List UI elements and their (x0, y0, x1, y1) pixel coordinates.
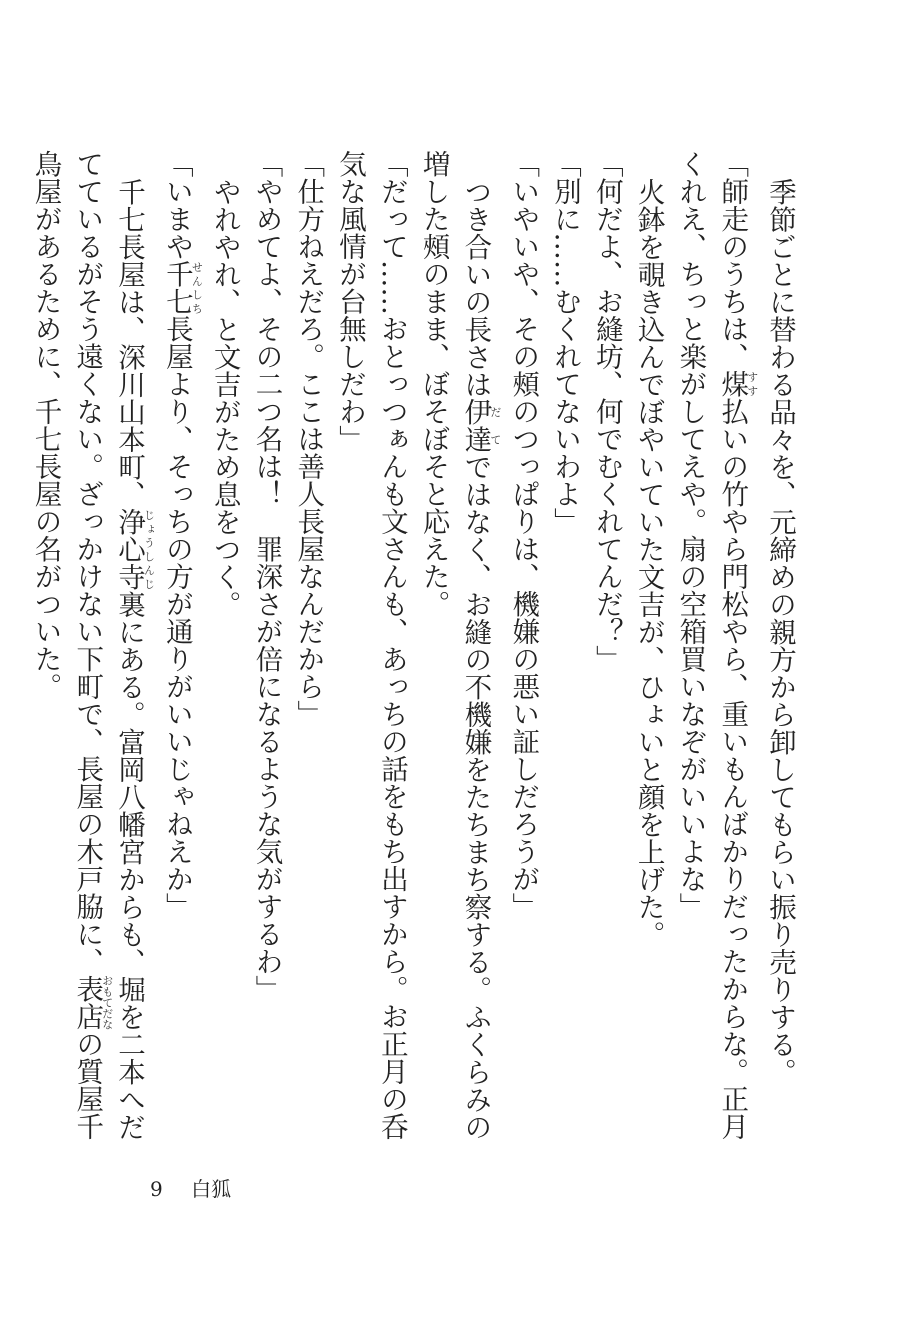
text-run: 千七長屋は、深川山本町、 (113, 177, 146, 508)
ruby-base: 表店 (71, 975, 104, 1030)
paragraph (24, 150, 155, 1160)
ruby-base: 浄心寺 (113, 507, 146, 590)
text-run: 裏にある。富岡八幡宮からも、堀を二本へだてているがそう遠くない。ざっかけない下町で、長屋の木戸脇に、 (71, 150, 146, 1140)
ruby-word (459, 397, 502, 453)
vertical-text-body (29, 150, 800, 1160)
text-run: 「何だよ、お縫坊、何でむくれてんだ？」 (590, 150, 623, 673)
paragraph (669, 150, 759, 1160)
ruby-word (160, 260, 204, 315)
ruby-reading: すす (745, 370, 759, 398)
text-run: 「いまや (160, 150, 193, 260)
paragraph (203, 150, 245, 1160)
text-run: ではなく、お縫の不機嫌をたちまち察する。ふくらみの増した頰のまま、ぼそぼそと応えた。 (417, 150, 492, 1140)
text-run: 季節ごとに替わる品々を、元締めの親方から卸してもらい振り売りする。 (764, 177, 796, 1085)
paragraph (585, 150, 627, 1160)
ruby-base: 千七 (160, 260, 193, 315)
paragraph (758, 150, 800, 1160)
paragraph (245, 150, 287, 1160)
text-run: やれやれ、と文吉がため息をつく。 (208, 177, 241, 618)
ruby-word (71, 975, 114, 1030)
text-run: の質屋千鳥屋があるために、千七長屋の名がついた。 (29, 150, 104, 1140)
page-number: 9 (150, 1177, 163, 1201)
ruby-reading: おもてだな (100, 975, 114, 1030)
ruby-base: 煤 (716, 370, 749, 398)
chapter-title: 白狐 (191, 1177, 232, 1201)
page-footer (150, 1173, 231, 1202)
paragraph (543, 150, 585, 1160)
text-run: 「師走のうちは、 (716, 150, 749, 370)
ruby-reading: だて (488, 397, 502, 453)
text-run: 「だって……おとっつぁんも文さんも、あっちの話をもち出すから。お正月の呑気な風情が台無しだわ」 (334, 150, 408, 1140)
paragraph (286, 150, 328, 1160)
text-run: 火鉢を覗き込んでぼやいていた文吉が、ひょいと顔を上げた。 (632, 177, 665, 948)
paragraph (328, 150, 412, 1160)
ruby-reading: じょうしんじ (142, 507, 156, 590)
text-run: 「いやいや、その頰のつっぱりは、機嫌の悪い証しだろうが」 (507, 150, 540, 920)
paragraph (155, 150, 203, 1160)
paragraph (501, 150, 543, 1160)
text-run: 「別に……むくれてないわよ」 (549, 150, 582, 535)
text-run: つき合いの長さは (459, 177, 492, 398)
ruby-word (716, 370, 759, 398)
text-run: 「やめてよ、その二つ名は！ 罪深さが倍になるような気がするわ」 (250, 150, 283, 1003)
paragraph (412, 150, 502, 1160)
text-run: 「仕方ねえだろ。ここは善人長屋なんだから」 (292, 150, 325, 728)
ruby-reading: せんしち (190, 260, 204, 315)
text-run: 払いの竹やら門松やら、重いもんばかりだったからな。正月くれえ、ちっと楽がしてえや。扇の空箱買いなぞがいいよな」 (674, 150, 749, 1140)
text-run: 長屋より、そっちの方が通りがいいじゃねえか」 (160, 315, 193, 920)
ruby-word (113, 507, 156, 591)
paragraph (627, 150, 669, 1160)
ruby-base: 伊達 (459, 397, 492, 453)
